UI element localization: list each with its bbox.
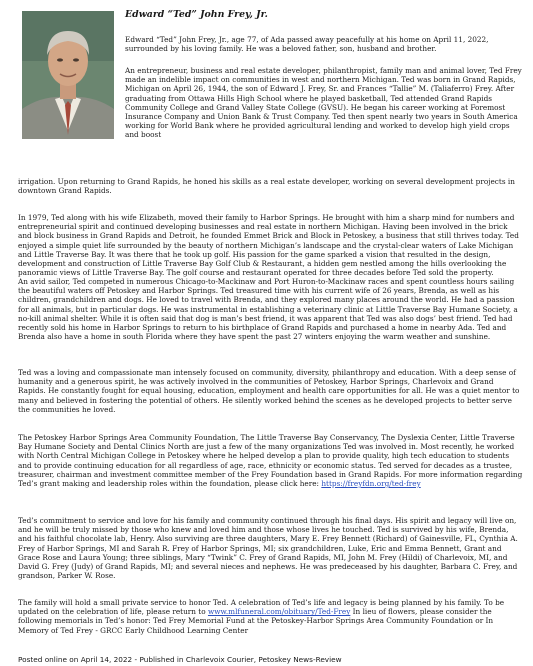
paragraph-service bbox=[18, 598, 523, 635]
paragraph-organizations bbox=[18, 433, 523, 488]
paragraph-intro: Edward “Ted” John Frey, Jr., age 77, of Ada passed away peacefully at his home on April 11, 2022, surrounded by his loving family. He was a beloved father, son, husband and brother. bbox=[125, 35, 489, 54]
organizations-text: The Petoskey Harbor Springs Area Community Foundation, The Little Traverse Bay Conservancy, The Dyslexia Center, Little Traverse Bay Humane Society and Dental Clinics North are just a few of the many organizations Ted was involved in. Most recently, he worked with North Central Michigan College in Petoskey where he helped develop a plan to provide quality, high tech education to students and to provide continuing education for all regardless of age, race, ethnicity or economic status. Ted served for decades as a trustee, treasurer, chairman and investment committee member of the Frey Foundation based in Grand Rapids. For more information regarding Ted’s grant making and leadership roles within the foundation, please click here: bbox=[18, 433, 523, 489]
funeral-home-link[interactable]: www.mlfuneral.com/obituary/Ted-Frey bbox=[207, 607, 351, 617]
service-text-b: In lieu of flowers, please consider the following memorials in Ted’s honor: Ted Frey Memorial Fund at the Petoskey-Harbor Springs Area Community Foundation or In Memory of Ted Frey - GRCC Early Childhood Learning Center bbox=[18, 607, 494, 635]
paragraph-harbor-springs: In 1979, Ted along with his wife Elizabeth, moved their family to Harbor Springs. He brought with him a sharp mind for numbers and entrepreneurial spirit and continued developing businesses and real estate in northern Michigan. Having been involved in the brick and block business in Grand Rapids and Detroit, he founded Emmet Brick and Block in Petoskey, a business that still thrives today. Ted enjoyed a simple quiet life surrounded by the beauty of northern Michigan’s landscape and the crystal-clear waters of Lake Michigan and Little Traverse Bay. It was there that he took up golf. His passion for the game sparked a vision that resulted in the design, development and construction of Little Traverse Bay Golf Club & Restaurant, a hidden gem nestled among the hills overlooking the panoramic views of Little Traverse Bay. The golf course and restaurant operated for three decades before Ted sold the property. bbox=[18, 213, 519, 278]
service-text-a: The family will hold a small private service to honor Ted. A celebration of Ted’s life and legacy is being planned by his family. To be updated on the celebration of life, please return to bbox=[18, 598, 505, 617]
paragraph-career: An entrepreneur, business and real estate developer, philanthropist, family man and animal lover, Ted Frey made an indelible impact on communities in west and northern Michigan. Ted was born in Grand Rapids, Michigan on April 26, 1944, the son of Edward J. Frey, Sr. and Frances “Tallie” M. (Taliaferro) Frey. After graduating from Ottawa Hills High School where he played basketball, Ted attended Grand Rapids Community College and Grand Valley State College (GVSU). He began his career working at Foremost Insurance Company and Union Bank & Trust Company. Ted then spent nearly two years in South America working for World Bank where he provided agricultural lending and worked to develop high yield crops and boost bbox=[125, 66, 522, 140]
publication-footer: Posted online on April 14, 2022 - Published in Charlevoix Courier, Petoskey News-Review bbox=[18, 655, 342, 664]
portrait-illustration bbox=[22, 11, 114, 139]
paragraph-community: Ted was a loving and compassionate man intensely focused on community, diversity, philanthropy and education. With a deep sense of humanity and a generous spirit, he was actively involved in the communities of Petoskey, Harbor Springs, Charlevoix and Grand Rapids. He constantly fought for equal housing, education, employment and health care opportunities for all. He was a quiet mentor to many and believed in fostering the potential of others. He silently worked behind the scenes as he developed projects to better serve the communities he loved. bbox=[18, 368, 520, 414]
portrait-photo bbox=[22, 11, 114, 139]
paragraph-survivors: Ted’s commitment to service and love for his family and community continued through his final days. His spirit and legacy will live on, and he will be truly missed by those who knew and loved him and those whose lives he touched. Ted is survived by his wife, Brenda, and his faithful chocolate lab, Henry. Also surviving are three daughters, Mary E. Frey Bennett (Richard) of Gainesville, FL, Cynthia A. Frey of Harbor Springs, MI and Sarah R. Frey of Harbor Springs, MI; six grandchildren, Luke, Eric and Emma Bennett, Grant and Grace Rose and Laura Young; three siblings, Mary “Twink” C. Frey of Grand Rapids, MI, John M. Frey (Hildi) of Charlevoix, MI, and David G. Frey (Judy) of Grand Rapids, MI; and several nieces and nephews. He was predeceased by his daughter, Barbara C. Frey, and grandson, Parker W. Rose. bbox=[18, 516, 518, 581]
paragraph-career-cont: irrigation. Upon returning to Grand Rapids, he honed his skills as a real estate developer, working on several development projects in downtown Grand Rapids. bbox=[18, 177, 515, 196]
paragraph-sailing: An avid sailor, Ted competed in numerous Chicago-to-Mackinaw and Port Huron-to-Mackinaw races and spent countless hours sailing the beautiful waters off Petoskey and Harbor Springs. Ted treasured time with his current wife of 26 years, Brenda, as well as his children, grandchildren and dogs. He loved to travel with Brenda, and they explored many places around the world. He had a passion for all animals, but in particular dogs. He was instrumental in establishing a veterinary clinic at Little Traverse Bay Humane Society, a no-kill animal shelter. While it is often said that dog is man’s best friend, it was apparent that Ted was also dogs’ best friend. Ted had recently sold his home in Harbor Springs to return to his birthplace of Grand Rapids and purchased a home in nearby Ada. Ted and Brenda also have a home in south Florida where they have spent the past 27 winters enjoying the warm weather and sunshine. bbox=[18, 277, 518, 342]
obituary-title: Edward “Ted” John Frey, Jr. bbox=[125, 9, 268, 20]
frey-foundation-link[interactable]: https://freyfdn.org/ted-frey bbox=[321, 479, 421, 489]
